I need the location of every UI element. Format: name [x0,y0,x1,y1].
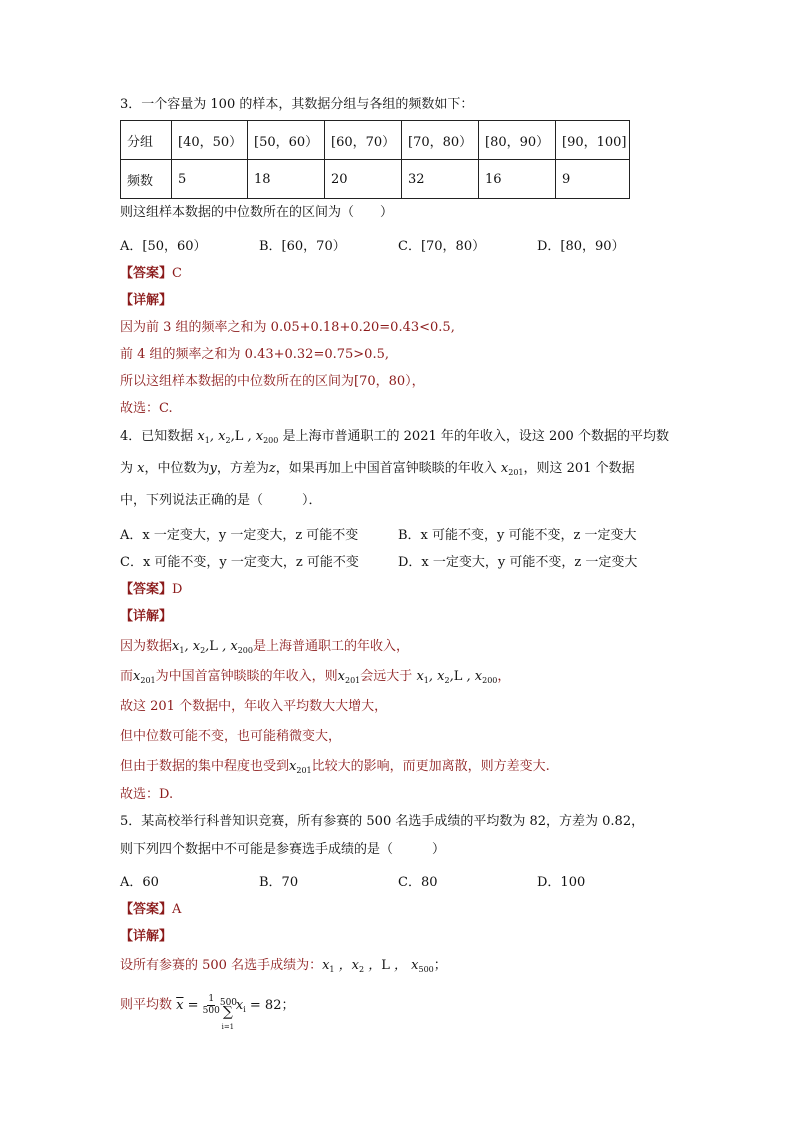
q5-option-a: A．60 [120,875,159,890]
text: ，中位数为 [144,461,210,476]
table-cell: 分组 [121,121,172,160]
q4-detail-line [120,637,409,661]
answer-tag: 【答案】 [120,902,173,917]
answer-tag: 【答案】 [120,266,173,281]
q3-question: 则这组样本数据的中位数所在的区间为（ ） [120,205,394,220]
q5-option-d: D．100 [537,875,586,890]
q4-stem-line-3: 中，下列说法正确的是（ ）． [120,493,322,508]
answer-value: A [172,902,182,917]
text: 会远大于 [360,669,413,684]
text: 而 [120,669,134,684]
q4-detail-line: 但中位数可能不变，也可能稍微变大， [120,729,342,744]
math-x: x [137,461,145,476]
text: 4．已知数据 [120,429,194,444]
text: 则平均数 [120,997,173,1013]
text: 比较大的影响，而更加离散，则方差变大. [311,759,550,774]
table-cell: [90，100] [556,121,630,160]
q5-option-c: C．80 [398,875,438,890]
q3-option-b: B．[60，70） [259,239,346,254]
data-sequence: $x_1$ ，$x_2$ ，L ， $x_{500}$ [322,958,434,974]
math-x201: $x_{201}$ [337,669,361,685]
answer-tag: 【答案】 [120,582,173,597]
math-x201: $x_{201}$ [289,759,312,775]
q4-detail-line [120,757,550,781]
table-cell: 16 [479,160,556,199]
data-sequence: $x_1$, $x_2,L$ , $x_{200}$ [172,639,253,655]
q5-stem-line-2: 则下列四个数据中不可能是参赛选手成绩的是（ ） [120,842,446,857]
q3-stem: 3．一个容量为 100 的样本，其数据分组与各组的频数如下： [120,97,474,112]
q3-option-c: C．[70，80） [398,239,486,254]
fraction: $\frac{1}{500}$ [202,993,220,1016]
text: ，则这 201 个数据 [523,461,635,476]
text: ， [497,669,511,684]
math-x201: $x_{201}$ [133,669,156,685]
q3-detail-line: 因为前 3 组的频率之和为 0.05+0.18+0.20=0.43<0.5, [120,320,455,335]
q3-detail-line: 前 4 组的频率之和为 0.43+0.32=0.75>0.5, [120,347,389,362]
q4-option-b: B．x 可能不变，y 可能不变，z 一定变大 [398,528,637,543]
q3-detail-line: 所以这组样本数据的中位数所在的区间为[70，80）， [120,374,425,389]
table-cell: 5 [172,160,248,199]
table-cell: 18 [248,160,325,199]
table-cell: [50，60） [248,121,325,160]
math-x201: $x_{201}$ [500,461,524,477]
text: 是上海市普通职工的 2021 年的年收入，设这 200 个数据的平均数 [282,429,669,444]
q5-answer [120,900,181,920]
q4-option-d: D．x 一定变大，y 可能不变，z 一定变大 [398,555,638,570]
q3-answer [120,264,182,284]
mean-formula: $\overline{x}$ = $\frac{1}{500}$ 500 ∑ i=1 $x_i = 82$； [176,998,294,1013]
math-xi: $x_i$ [235,997,246,1014]
q4-option-c: C．x 可能不变，y 一定变大，z 可能不变 [120,555,359,570]
q3-option-a: A．[50，60） [120,239,207,254]
data-sequence: $x_1$, $x_2,L$ , $x_{200}$ [416,669,498,685]
text: ，方差为 [216,461,269,476]
q5-stem-line-1: 5．某高校举行科普知识竞赛，所有参赛的 500 名选手成绩的平均数为 82，方差为 0.82， [120,814,645,829]
text: 为中国首富钟睒睒的年收入，则 [155,669,338,684]
q3-detail-line: 故选：C. [120,401,173,416]
text: 但由于数据的集中程度也受到 [120,759,290,774]
q4-detail-line [120,667,510,691]
q4-answer [120,580,182,600]
q5-option-b: B．70 [259,875,299,890]
table-cell: 9 [556,160,630,199]
table-cell: [70，80） [402,121,479,160]
frequency-table [120,120,630,199]
math-x-bar: $\overline{x}$ [176,997,184,1013]
table-row-groups [121,121,630,160]
data-sequence: $x_1$, $x_2,L$ , $x_{200}$ [197,429,279,445]
q5-detail-line [120,990,295,1031]
table-cell: 20 [325,160,402,199]
table-cell: [40，50） [172,121,248,160]
q5-detail-tag: 【详解】 [120,929,173,944]
answer-value: C [172,266,182,281]
answer-value: D [172,582,183,597]
q5-detail-line: 设所有参赛的 500 名选手成绩为：$x_1$ ，$x_2$ ，L ， $x_{500}$； [120,958,447,974]
q3-detail-tag: 【详解】 [120,293,173,308]
table-cell: [80，90） [479,121,556,160]
text: 设所有参赛的 500 名选手成绩为： [120,958,323,973]
q4-option-a: A．x 一定变大，y 一定变大，z 可能不变 [120,528,359,543]
text: 是上海普通职工的年收入， [252,639,409,654]
q4-detail-tag: 【详解】 [120,609,173,624]
q4-stem-line-2 [120,459,635,483]
text: 因为数据 [120,639,173,654]
table-cell: 32 [402,160,479,199]
table-row-frequency [121,160,630,199]
q4-detail-line: 故这 201 个数据中，年收入平均数大大增大， [120,699,388,714]
text: ，如果再加上中国首富钟睒睒的年收入 [275,461,497,476]
text: 为 [120,461,134,476]
q4-stem-line-1 [120,427,669,451]
q3-option-d: D．[80，90） [537,239,625,254]
math-y: y [209,461,217,476]
table-cell: [60，70） [325,121,402,160]
q4-detail-line: 故选：D. [120,787,174,802]
math-z: z [268,461,276,476]
table-cell: 频数 [121,160,172,199]
sum-sign: 500 ∑ i=1 [219,998,238,1031]
